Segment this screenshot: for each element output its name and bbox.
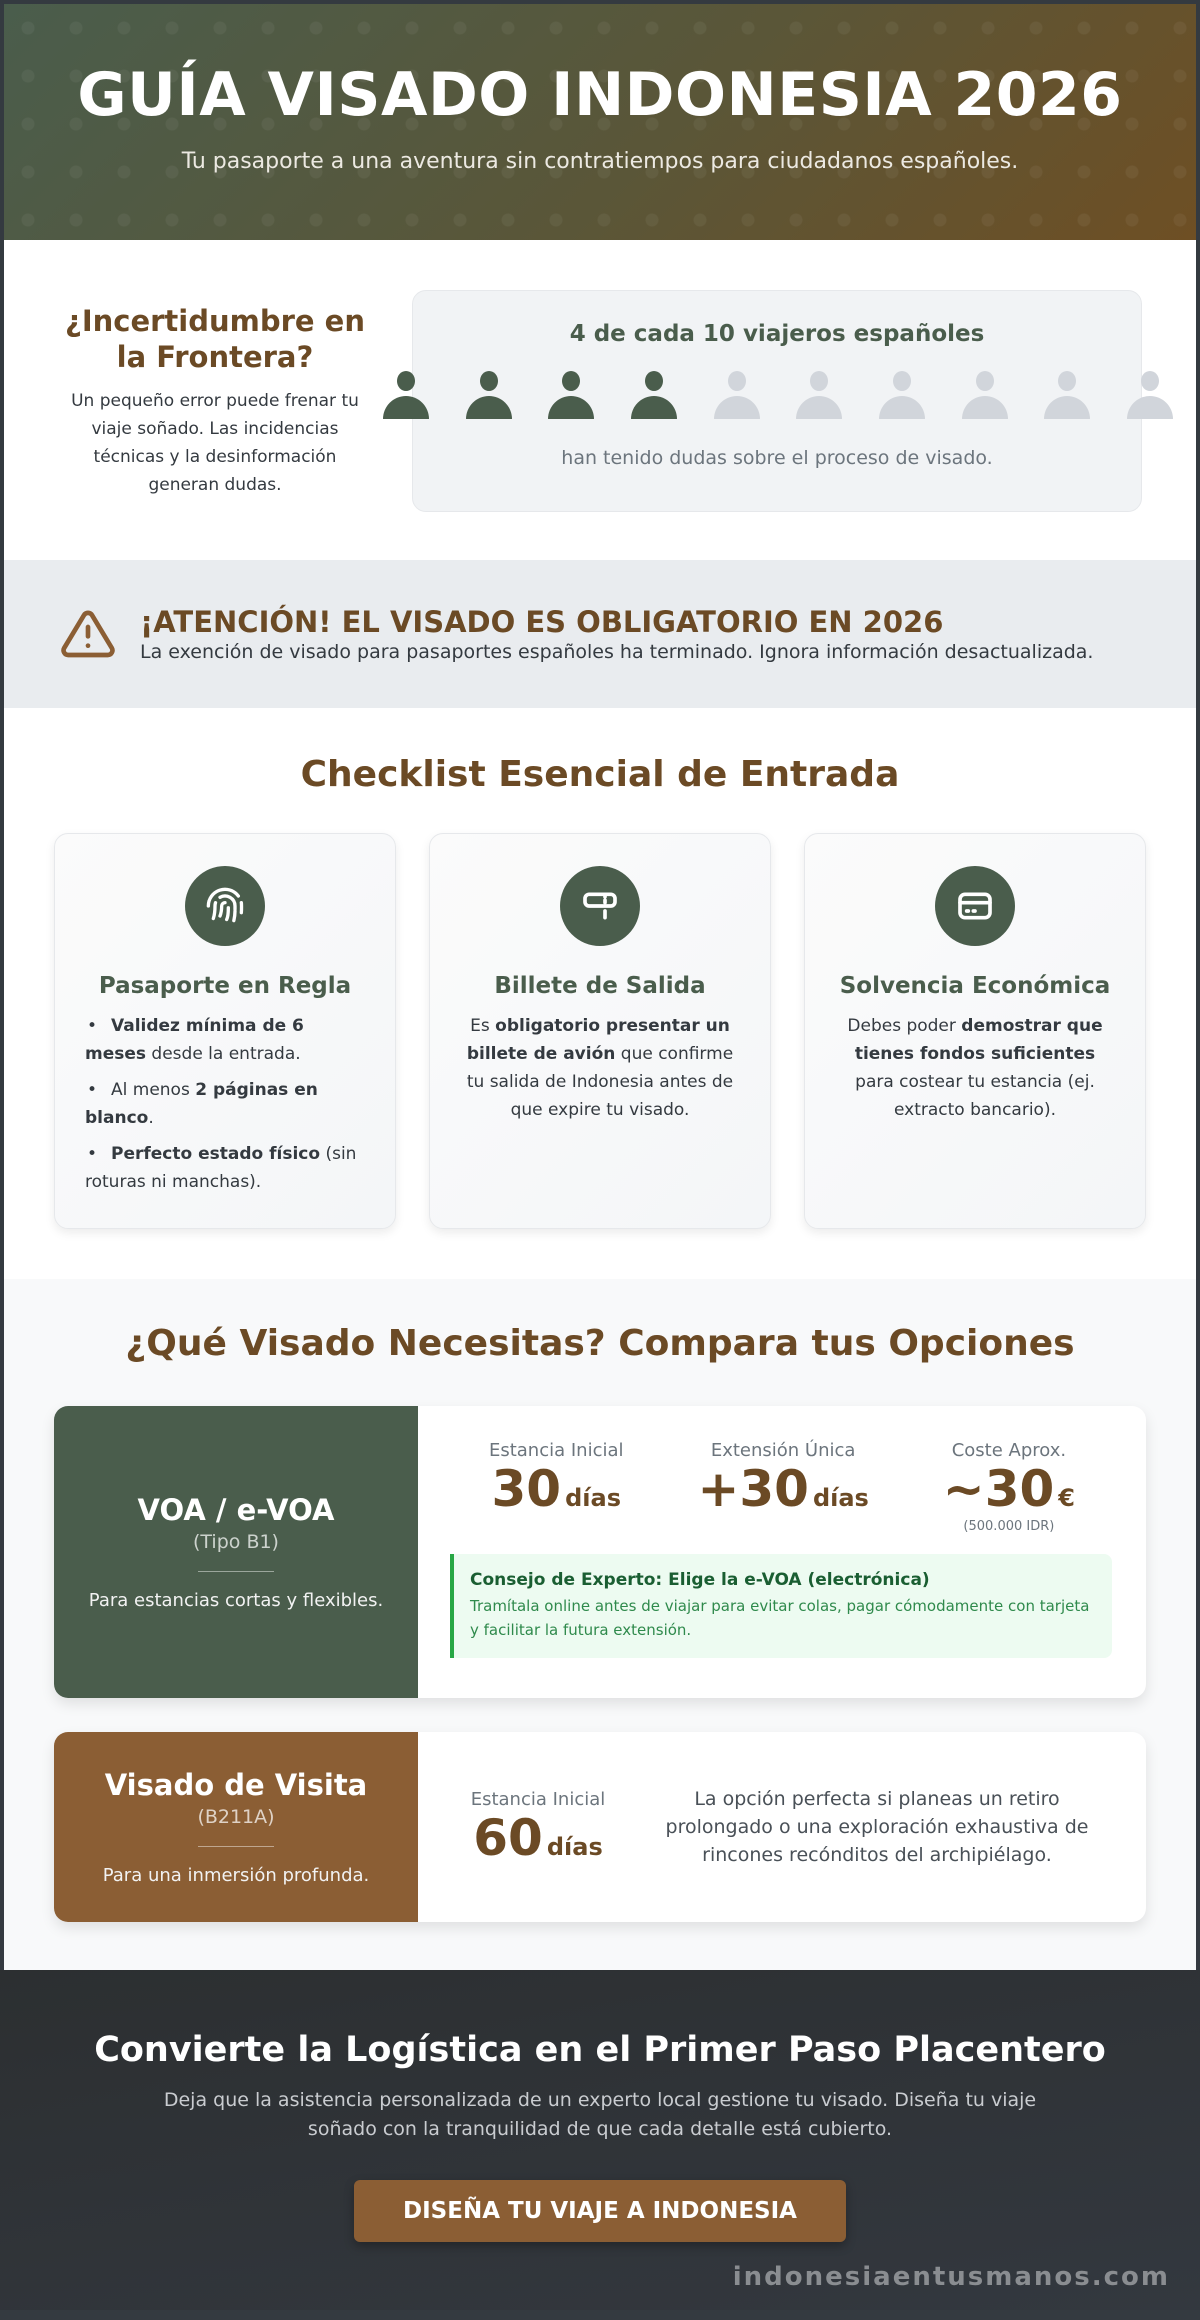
visa-details [418,1406,1146,1698]
person-icon [714,371,760,421]
compare-section [4,1279,1196,1970]
stat-card [412,290,1142,512]
warning-banner [4,560,1196,708]
person-icon [879,371,925,421]
list-item: • Validez mínima de 6 meses desde la entrada. [85,1012,365,1068]
visa-label-panel [54,1406,418,1698]
card-title: Pasaporte en Regla [98,973,352,999]
visa-label-panel [54,1732,418,1922]
tip-body: Tramítala online antes de viajar para evitar colas, pagar cómodamente con tarjeta y facilitar la futura extensión. [470,1597,1090,1639]
people-pictogram [383,371,1173,421]
card-return-ticket [429,833,771,1229]
card-title: Billete de Salida [494,973,706,999]
cta-body: Deja que la asistencia personalizada de un experto local gestione tu visado. Diseña tu viaje soñado con la tranquilidad de que cada detalle está cubierto. [163,2089,1037,2140]
hero-subtitle: Tu pasaporte a una aventura sin contratiempos para ciudadanos españoles. [181,149,1019,174]
expert-tip [450,1554,1112,1658]
person-icon [631,371,677,421]
visa-code: (Tipo B1) [193,1531,279,1553]
warning-title: ¡ATENCIÓN! EL VISADO ES OBLIGATORIO EN 2026 [140,605,944,639]
credit-card-icon [935,866,1015,946]
metric-extension: Extensión Única +30 días [697,1440,869,1518]
stat-caption: han tenido dudas sobre el proceso de visado. [561,447,993,469]
metric-cost: Coste Aprox. ~30 € (500.000 IDR) [942,1440,1075,1534]
card-body: Es obligatorio presentar un billete de avión que confirme tu salida de Indonesia antes de que expire tu visado. [466,1016,734,1121]
hero-banner [4,4,1196,240]
site-domain: indonesiaentusmanos.com [732,2262,1170,2292]
list-item: • Al menos 2 páginas en blanco. [85,1076,365,1132]
design-trip-button[interactable]: DISEÑA TU VIAJE A INDONESIA [354,2180,846,2242]
checklist-cards [54,833,1146,1229]
fingerprint-icon [185,866,265,946]
passport-requirements [85,1012,365,1196]
metric-initial-stay: Estancia Inicial 30 días [488,1440,624,1518]
card-title: Solvencia Económica [839,973,1111,999]
page-title: GUÍA VISADO INDONESIA 2026 [77,60,1123,130]
visa-metrics [450,1440,1112,1534]
uncertainty-body: Un pequeño error puede frenar tu viaje soñado. Las incidencias técnicas y la desinformación generan dudas. [71,391,359,496]
checklist-title: Checklist Esencial de Entrada [300,754,900,795]
compare-title: ¿Qué Visado Necesitas? Compara tus Opciones [125,1323,1075,1364]
person-icon [1127,371,1173,421]
visa-desc: Para una inmersión profunda. [102,1865,370,1886]
visa-name: Visado de Visita [104,1768,368,1802]
visa-desc: Para estancias cortas y flexibles. [88,1590,384,1611]
visa-long-desc: La opción perfecta si planeas un retiro prolongado o una exploración exhaustiva de rincones recónditos del archipiélago. [665,1788,1089,1866]
checklist-section [4,708,1196,1279]
metric-initial-stay: Estancia Inicial 60 días [470,1788,606,1867]
cta-title: Convierte la Logística en el Primer Paso Placentero [94,2030,1106,2070]
person-icon [548,371,594,421]
person-icon [383,371,429,421]
visa-card-b211a [54,1732,1146,1922]
card-financial-means [804,833,1146,1229]
divider [198,1571,274,1572]
visa-code: (B211A) [197,1806,275,1828]
divider [198,1846,274,1847]
uncertainty-section [4,240,1196,560]
tip-title: Consejo de Experto: Elige la e-VOA (electrónica) [470,1570,930,1590]
card-body: Debes poder demostrar que tienes fondos suficientes para costear tu estancia (ej. extracto bancario). [847,1016,1103,1121]
visa-card-voa [54,1406,1146,1698]
visa-name: VOA / e-VOA [137,1493,335,1527]
cta-footer [0,1970,1200,2310]
stat-headline: 4 de cada 10 viajeros españoles [569,321,985,347]
plane-ticket-icon [560,866,640,946]
warning-body: La exención de visado para pasaportes españoles ha terminado. Ignora información desactualizada. [140,641,1094,663]
warning-text [140,605,1093,663]
person-icon [466,371,512,421]
visa-details [418,1732,1146,1922]
list-item: • Perfecto estado físico (sin roturas ni manchas). [85,1140,365,1196]
person-icon [962,371,1008,421]
card-passport [54,833,396,1229]
uncertainty-text [56,303,386,500]
uncertainty-title: ¿Incertidumbre en la Frontera? [65,303,365,374]
person-icon [1044,371,1090,421]
person-icon [796,371,842,421]
warning-triangle-icon [58,606,118,662]
